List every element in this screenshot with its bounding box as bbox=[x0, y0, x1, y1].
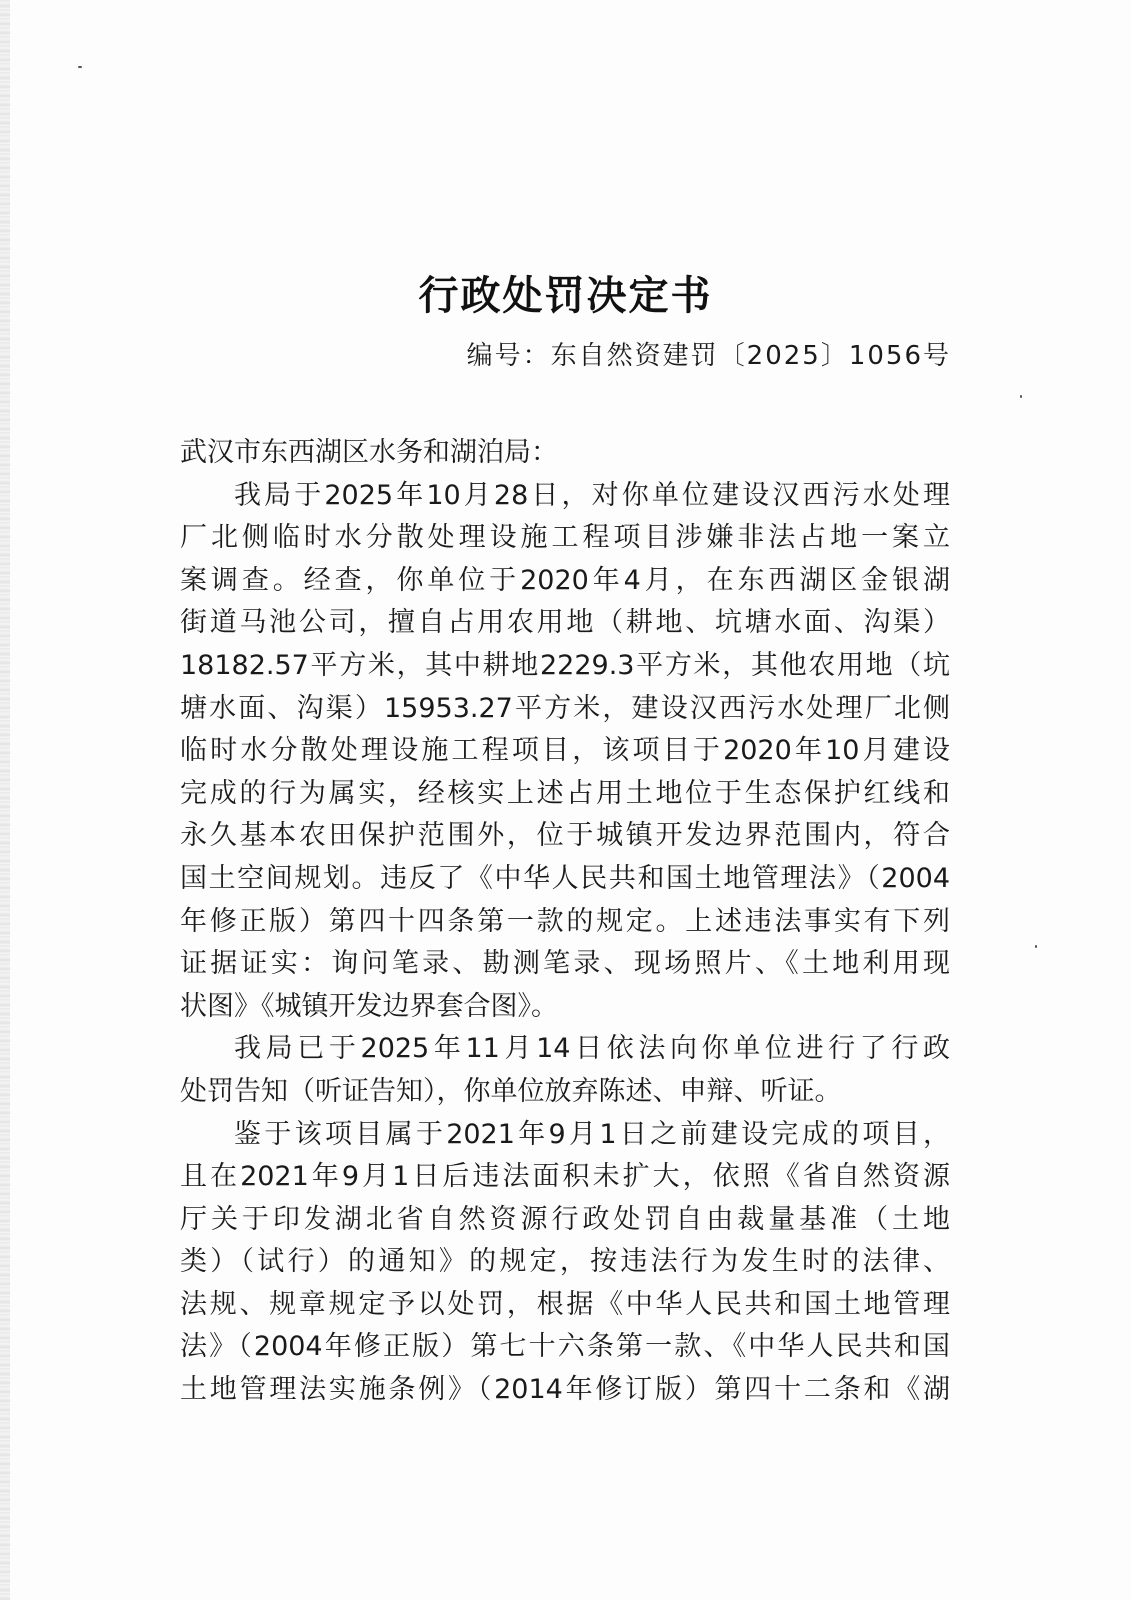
paragraph-line: 临时水分散处理设施工程项目，该项目于2020年10月建设 bbox=[180, 735, 950, 767]
paragraph-line: 塘水面、沟渠）15953.27平方米，建设汉西污水处理厂北侧 bbox=[180, 692, 950, 724]
paragraph-line: 鉴于该项目属于2021年9月1日之前建设完成的项目， bbox=[234, 1118, 950, 1150]
paragraph-line: 法》（2004年修正版）第七十六条第一款、《中华人民共和国 bbox=[180, 1331, 950, 1363]
paragraph-2 bbox=[180, 1028, 950, 1113]
paragraph-line: 厂北侧临时水分散处理设施工程项目涉嫌非法占地一案立 bbox=[180, 522, 950, 554]
paragraph-line: 18182.57平方米，其中耕地2229.3平方米，其他农用地（坑 bbox=[180, 649, 950, 681]
document-number: 编号：东自然资建罚〔2025〕1056号 bbox=[466, 341, 951, 371]
paragraph-line: 且在2021年9月1日后违法面积未扩大，依照《省自然资源 bbox=[180, 1161, 950, 1193]
document-body bbox=[180, 432, 950, 1412]
paragraph-1 bbox=[180, 475, 950, 1029]
paragraph-3 bbox=[180, 1114, 950, 1412]
paragraph-line: 状图》《城镇开发边界套合图》。 bbox=[180, 990, 558, 1022]
document-title: 行政处罚决定书 bbox=[418, 272, 713, 319]
paragraph-line: 类）（试行）的通知》的规定，按违法行为发生时的法律、 bbox=[180, 1246, 950, 1278]
scan-speck bbox=[1035, 945, 1037, 948]
paragraph-line: 我局于2025年10月28日，对你单位建设汉西污水处理 bbox=[234, 479, 950, 511]
paragraph-line: 土地管理法实施条例》（2014年修订版）第四十二条和《湖 bbox=[180, 1374, 950, 1406]
paragraph-line: 完成的行为属实，经核实上述占用土地位于生态保护红线和 bbox=[180, 777, 950, 809]
paragraph-line: 国土空间规划。违反了《中华人民共和国土地管理法》（2004 bbox=[180, 862, 950, 894]
paragraph-line: 永久基本农田保护范围外，位于城镇开发边界范围内，符合 bbox=[180, 820, 950, 852]
scan-speck bbox=[1020, 395, 1022, 398]
paragraph-line: 厅关于印发湖北省自然资源行政处罚自由裁量基准（土地 bbox=[180, 1203, 950, 1235]
paragraph-line: 法规、规章规定予以处罚，根据《中华人民共和国土地管理 bbox=[180, 1288, 950, 1320]
paragraph-line: 年修正版）第四十四条第一款的规定。上述违法事实有下列 bbox=[180, 905, 950, 937]
paragraph-line: 街道马池公司，擅自占用农用地（耕地、坑塘水面、沟渠） bbox=[180, 607, 950, 639]
paragraph-line: 证据证实：询问笔录、勘测笔录、现场照片、《土地利用现 bbox=[180, 948, 950, 980]
paragraph-line: 案调查。经查，你单位于2020年4月，在东西湖区金银湖 bbox=[180, 564, 950, 596]
scan-edge bbox=[0, 0, 10, 1600]
paragraph-line: 我局已于2025年11月14日依法向你单位进行了行政 bbox=[234, 1033, 950, 1065]
recipient-line: 武汉市东西湖区水务和湖泊局： bbox=[180, 437, 558, 468]
paragraph-line: 处罚告知（听证告知），你单位放弃陈述、申辩、听证。 bbox=[180, 1075, 842, 1107]
scan-speck bbox=[78, 66, 82, 68]
